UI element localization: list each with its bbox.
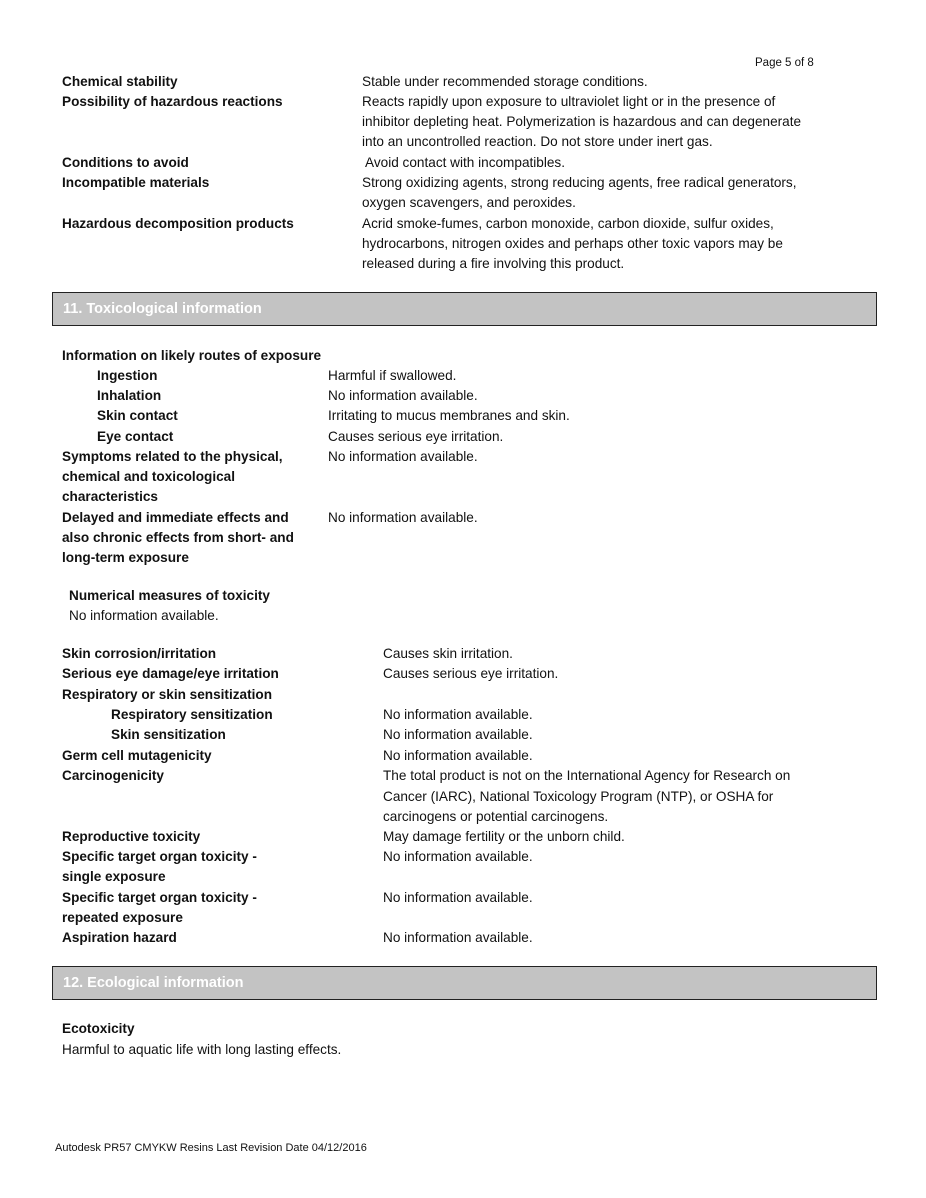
- footer-revision: Autodesk PR57 CMYKW Resins Last Revision Date 04/12/2016: [55, 1142, 367, 1154]
- decomposition-products-line: released during a fire involving this product.: [362, 256, 625, 271]
- respiratory-sensitization-value: No information available.: [383, 707, 533, 722]
- routes-heading: Information on likely routes of exposure: [62, 348, 322, 363]
- conditions-to-avoid-label: Conditions to avoid: [62, 155, 189, 170]
- eye-damage-label: Serious eye damage/eye irritation: [62, 666, 279, 681]
- aspiration-hazard-value: No information available.: [383, 930, 533, 945]
- section-12-header: [52, 966, 877, 1000]
- skin-sensitization-value: No information available.: [383, 727, 533, 742]
- reproductive-toxicity-value: May damage fertility or the unborn child.: [383, 829, 625, 844]
- ingestion-value: Harmful if swallowed.: [328, 368, 457, 383]
- hazardous-reactions-line: Reacts rapidly upon exposure to ultraviolet light or in the presence of: [362, 94, 776, 109]
- delayed-effects-label-line: also chronic effects from short- and: [62, 530, 294, 545]
- skin-corrosion-value: Causes skin irritation.: [383, 646, 513, 661]
- skin-contact-value: Irritating to mucus membranes and skin.: [328, 408, 570, 423]
- hazardous-reactions-line: into an uncontrolled reaction. Do not store under inert gas.: [362, 134, 713, 149]
- germ-cell-label: Germ cell mutagenicity: [62, 748, 212, 763]
- delayed-effects-label-line: Delayed and immediate effects and: [62, 510, 289, 525]
- respiratory-sensitization-label: Respiratory sensitization: [111, 707, 273, 722]
- stot-single-value: No information available.: [383, 849, 533, 864]
- aspiration-hazard-label: Aspiration hazard: [62, 930, 177, 945]
- numerical-measures-heading: Numerical measures of toxicity: [69, 588, 270, 603]
- hazardous-reactions-label: Possibility of hazardous reactions: [62, 94, 283, 109]
- chemical-stability-label: Chemical stability: [62, 74, 178, 89]
- carcinogenicity-line: Cancer (IARC), National Toxicology Program (NTP), or OSHA for: [383, 789, 774, 804]
- stot-repeated-label-line: repeated exposure: [62, 910, 183, 925]
- incompatible-materials-line: oxygen scavengers, and peroxides.: [362, 195, 576, 210]
- eye-contact-value: Causes serious eye irritation.: [328, 429, 504, 444]
- decomposition-products-label: Hazardous decomposition products: [62, 216, 294, 231]
- skin-sensitization-label: Skin sensitization: [111, 727, 226, 742]
- section-11-title: 11. Toxicological information: [63, 301, 262, 317]
- eye-damage-value: Causes serious eye irritation.: [383, 666, 559, 681]
- ecotoxicity-label: Ecotoxicity: [62, 1021, 135, 1036]
- stot-single-label-line: Specific target organ toxicity -: [62, 849, 257, 864]
- stot-repeated-value: No information available.: [383, 890, 533, 905]
- chemical-stability-value: Stable under recommended storage conditions.: [362, 74, 648, 89]
- carcinogenicity-line: The total product is not on the International Agency for Research on: [383, 768, 791, 783]
- hazardous-reactions-line: inhibitor depleting heat. Polymerization is hazardous and can degenerate: [362, 114, 802, 129]
- inhalation-label: Inhalation: [97, 388, 162, 403]
- carcinogenicity-label: Carcinogenicity: [62, 768, 164, 783]
- incompatible-materials-label: Incompatible materials: [62, 175, 210, 190]
- decomposition-products-line: Acrid smoke-fumes, carbon monoxide, carbon dioxide, sulfur oxides,: [362, 216, 774, 231]
- sensitization-label: Respiratory or skin sensitization: [62, 687, 273, 702]
- symptoms-label-line: characteristics: [62, 489, 158, 504]
- symptoms-label-line: chemical and toxicological: [62, 469, 235, 484]
- delayed-effects-label-line: long-term exposure: [62, 550, 189, 565]
- germ-cell-value: No information available.: [383, 748, 533, 763]
- section-12-title: 12. Ecological information: [63, 975, 244, 991]
- incompatible-materials-line: Strong oxidizing agents, strong reducing agents, free radical generators,: [362, 175, 797, 190]
- stot-single-label-line: single exposure: [62, 869, 166, 884]
- ecotoxicity-value: Harmful to aquatic life with long lasting effects.: [62, 1042, 342, 1057]
- delayed-effects-value: No information available.: [328, 510, 478, 525]
- ingestion-label: Ingestion: [97, 368, 158, 383]
- symptoms-value: No information available.: [328, 449, 478, 464]
- page-number: Page 5 of 8: [755, 57, 814, 69]
- decomposition-products-line: hydrocarbons, nitrogen oxides and perhaps other toxic vapors may be: [362, 236, 783, 251]
- skin-corrosion-label: Skin corrosion/irritation: [62, 646, 217, 661]
- numerical-measures-value: No information available.: [69, 608, 219, 623]
- reproductive-toxicity-label: Reproductive toxicity: [62, 829, 201, 844]
- stot-repeated-label-line: Specific target organ toxicity -: [62, 890, 257, 905]
- skin-contact-label: Skin contact: [97, 408, 178, 423]
- conditions-to-avoid-value: Avoid contact with incompatibles.: [362, 155, 566, 170]
- inhalation-value: No information available.: [328, 388, 478, 403]
- carcinogenicity-line: carcinogens or potential carcinogens.: [383, 809, 609, 824]
- section-11-header: [52, 292, 877, 326]
- symptoms-label-line: Symptoms related to the physical,: [62, 449, 283, 464]
- eye-contact-label: Eye contact: [97, 429, 174, 444]
